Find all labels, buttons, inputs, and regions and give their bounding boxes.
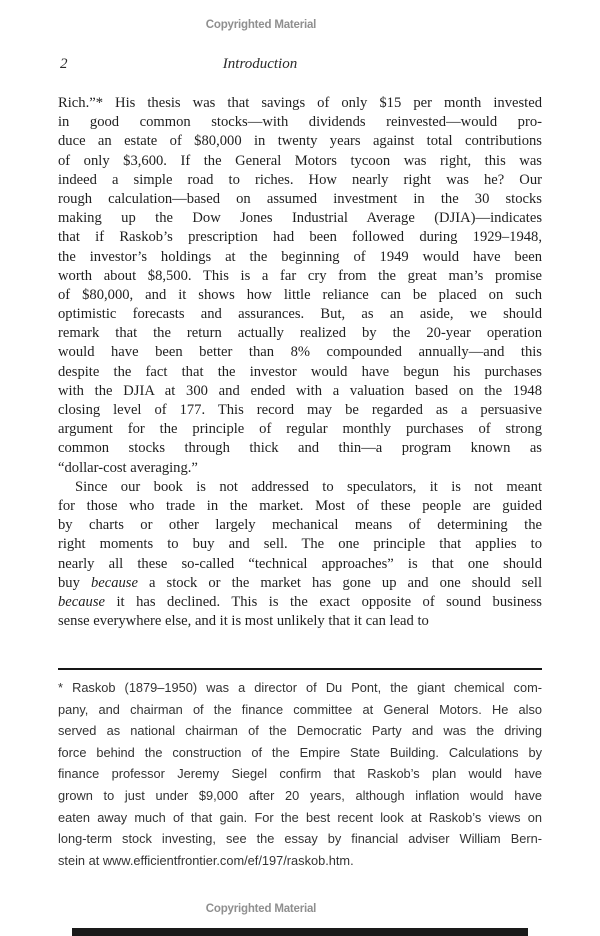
- copyright-notice-top: Copyrighted Material: [205, 19, 317, 31]
- body-line: that if Raskob’s prescription had been followed during 1929–1948,: [58, 229, 542, 246]
- footnote-line: stein at www.efficientfrontier.com/ef/197/raskob.htm.: [58, 852, 354, 868]
- body-line: of $80,000, and it shows how little reliance can be placed on such: [58, 286, 542, 303]
- body-line: despite the fact that the investor would have begun his purchases: [58, 363, 542, 380]
- footnote-line: eaten away much of that gain. For the best recent look at Raskob’s views on: [58, 809, 542, 825]
- body-line: the investor’s holdings at the beginning of 1949 would have been: [58, 248, 542, 265]
- body-line: would have been better than 8% compounded annually—and this: [58, 344, 542, 361]
- footnote-line: force behind the construction of the Empire State Building. Calculations by: [58, 744, 542, 760]
- body-line: buy because a stock or the market has gone up and one should sell: [58, 574, 542, 591]
- footnote-line: finance professor Jeremy Siegel confirm that Raskob’s plan would have: [58, 766, 542, 782]
- body-line: in good common stocks—with dividends reinvested—would pro-: [58, 114, 542, 131]
- body-line: of only $3,600. If the General Motors tycoon was right, this was: [58, 152, 542, 169]
- page-number: 2: [60, 56, 68, 72]
- footnote-line: * Raskob (1879–1950) was a director of Du Pont, the giant chemical com-: [58, 680, 542, 695]
- footnote-line: long-term stock investing, see the essay by financial adviser William Bern-: [58, 831, 542, 847]
- body-line: worth about $8,500. This is a far cry from the great man’s promise: [58, 267, 542, 284]
- body-line: remark that the return actually realized by the 20-year operation: [58, 325, 542, 342]
- footnote-rule: [58, 668, 542, 670]
- body-line: “dollar-cost averaging.”: [58, 459, 198, 476]
- body-line: duce an estate of $80,000 in twenty years against total contributions: [58, 133, 542, 150]
- body-line: argument for the principle of regular monthly purchases of strong: [58, 421, 542, 438]
- running-head: Introduction: [222, 56, 298, 72]
- body-line: right moments to buy and sell. The one principle that applies to: [58, 536, 542, 553]
- body-line: rough calculation—based on assumed investment in the 30 stocks: [58, 190, 542, 207]
- footnote-line: pany, and chairman of the finance committee at General Motors. He also: [58, 701, 542, 717]
- page-header: [58, 56, 542, 74]
- footnote-line: served as national chairman of the Democratic Party and was the driving: [58, 723, 542, 739]
- body-line: sense everywhere else, and it is most unlikely that it can lead to: [58, 613, 429, 630]
- footnote: [58, 677, 542, 871]
- copyright-notice-bottom: Copyrighted Material: [205, 903, 317, 915]
- body-line: Rich.”* His thesis was that savings of only $15 per month invested: [58, 95, 542, 111]
- body-line: making up the Dow Jones Industrial Average (DJIA)—indicates: [58, 210, 542, 227]
- page-edge-bar: [72, 928, 528, 936]
- body-line: by charts or other largely mechanical means of determining the: [58, 517, 542, 534]
- body-line: for those who trade in the market. Most of these people are guided: [58, 497, 542, 514]
- body-text: [58, 94, 542, 631]
- body-line: with the DJIA at 300 and ended with a valuation based on the 1948: [58, 382, 542, 399]
- footnote-line: grown to just under $9,000 after 20 years, although inflation would have: [58, 787, 542, 803]
- body-line: indeed a simple road to riches. How nearly right was he? Our: [58, 171, 542, 188]
- body-line: closing level of 177. This record may be regarded as a persuasive: [58, 402, 542, 418]
- body-line: because it has declined. This is the exact opposite of sound business: [58, 593, 542, 610]
- body-line: optimistic forecasts and assurances. But, as an aside, we should: [58, 306, 542, 323]
- body-line: common stocks through thick and thin—a program known as: [58, 440, 542, 457]
- body-line: nearly all these so-called “technical approaches” is that one should: [58, 555, 542, 572]
- body-line: Since our book is not addressed to speculators, it is not meant: [75, 478, 542, 495]
